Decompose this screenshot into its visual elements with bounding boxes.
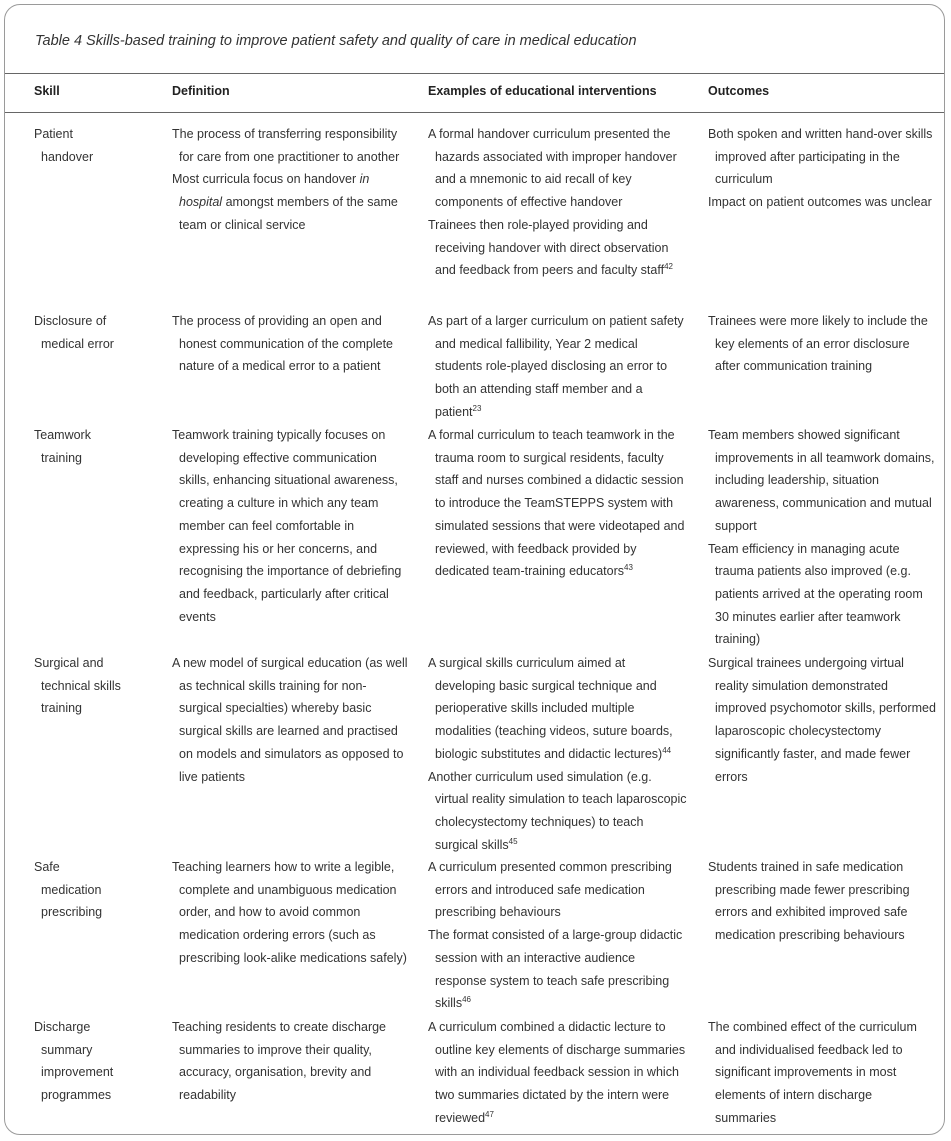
cell-paragraph <box>708 424 936 538</box>
examples-cell <box>428 310 688 424</box>
cell-paragraph <box>428 214 688 282</box>
examples-cell <box>428 856 688 1015</box>
skill-cell: Surgical and technical skills training <box>34 656 121 716</box>
skill-cell: Patient handover <box>34 127 94 164</box>
text-segment: The process of providing an open and honest communication of the complete nature of a medical error to a patient <box>172 314 394 374</box>
cell-paragraph <box>428 856 688 924</box>
cell-paragraph <box>172 856 408 970</box>
text-segment: Trainees were more likely to include the key elements of an error disclosure after communication training <box>708 314 928 374</box>
text-segment: Team members showed significant improvements in all teamwork domains, including leadership, situation awareness, communication and mutual support <box>708 428 935 533</box>
cell-paragraph <box>172 652 408 788</box>
header-skill: Skill <box>34 84 60 98</box>
examples-cell <box>428 424 688 583</box>
text-segment: Teamwork training typically focuses on developing effective communication skills, enhancing situational awareness, creating a culture in which any team member can feel comfortable in expressing his or her concerns, and recognising the importance of debriefing and feedback, particularly after critical events <box>172 428 402 624</box>
cell-paragraph <box>708 310 936 378</box>
outcomes-cell <box>708 652 936 788</box>
cell-paragraph <box>708 856 936 947</box>
header-outcomes: Outcomes <box>708 84 770 98</box>
cell-paragraph <box>428 924 688 1015</box>
reference-superscript: 42 <box>664 262 673 272</box>
cell-paragraph <box>708 123 936 191</box>
text-segment: A formal curriculum to teach teamwork in the trauma room to surgical residents, faculty staff and nurses combined a didactic session to introduce the TeamSTEPPS system with simulated sessions that were videotaped and reviewed, with feedback provided by dedicated team-training educators <box>428 428 685 579</box>
text-segment: A surgical skills curriculum aimed at developing basic surgical technique and perioperative skills included multiple modalities (teaching videos, suture boards, biologic substitutes and didactic lectures) <box>428 656 673 761</box>
text-segment: Team efficiency in managing acute trauma patients also improved (e.g. patients arrived at the operating room 30 minutes earlier after teamwork training) <box>708 541 923 647</box>
definition-cell <box>172 1016 408 1107</box>
cell-paragraph <box>172 310 408 378</box>
text-segment: A curriculum presented common prescribing errors and introduced safe medication prescribing behaviours <box>428 860 672 920</box>
cell-paragraph <box>428 1016 688 1130</box>
skill-cell: Safe medication prescribing <box>34 860 103 920</box>
text-segment: Students trained in safe medication prescribing made fewer prescribing errors and exhibited improved safe medication prescribing behaviours <box>708 860 910 943</box>
text-segment: Both spoken and written hand-over skills improved after participating in the curriculum <box>708 127 933 187</box>
outcomes-cell <box>708 310 936 378</box>
outcomes-cell <box>708 424 936 651</box>
examples-cell <box>428 123 688 282</box>
header-top-rule <box>5 73 944 74</box>
text-segment: amongst members of the same team or clinical service <box>179 195 398 232</box>
definition-cell <box>172 424 408 628</box>
definition-cell <box>172 652 408 788</box>
text-segment: The combined effect of the curriculum and individualised feedback led to significant improvements in most elements of intern discharge summaries <box>708 1020 917 1125</box>
cell-paragraph <box>172 123 408 168</box>
cell-paragraph <box>172 1016 408 1107</box>
definition-cell <box>172 856 408 970</box>
text-segment: Trainees then role-played providing and receiving handover with direct observation and feedback from peers and faculty staff <box>428 217 669 278</box>
text-segment: Teaching residents to create discharge summaries to improve their quality, accuracy, organisation, brevity and readability <box>172 1020 387 1103</box>
definition-cell <box>172 310 408 378</box>
text-segment: Most curricula focus on handover <box>172 172 360 187</box>
reference-superscript: 43 <box>624 563 633 573</box>
text-segment: The format consisted of a large-group didactic session with an interactive audience response system to teach safe prescribing skills <box>428 928 683 1011</box>
reference-superscript: 47 <box>485 1109 494 1119</box>
header-examples: Examples of educational interventions <box>428 84 657 98</box>
table-frame <box>4 4 945 1135</box>
text-segment: Another curriculum used simulation (e.g. virtual reality simulation to teach laparoscopic cholecystectomy techniques) to teach surgical skills <box>428 769 687 852</box>
reference-superscript: 45 <box>508 836 518 846</box>
outcomes-cell <box>708 1016 936 1130</box>
text-segment: As part of a larger curriculum on patient safety and medical fallibility, Year 2 medical students role-played disclosing an error to both an attending staff member and a patient <box>428 314 684 419</box>
text-segment: The process of transferring responsibility for care from one practitioner to another <box>172 127 400 164</box>
cell-paragraph <box>172 168 408 236</box>
text-segment: A formal handover curriculum presented the hazards associated with improper handover and a mnemonic to aid recall of key components of effective handover <box>428 127 677 210</box>
text-segment: Impact on patient outcomes was unclear <box>708 195 932 210</box>
cell-paragraph <box>172 424 408 628</box>
examples-cell <box>428 1016 688 1130</box>
text-segment: A curriculum combined a didactic lecture to outline key elements of discharge summaries with an individual feedback session in which two summaries dictated by the intern were reviewed <box>428 1020 686 1125</box>
reference-superscript: 46 <box>462 995 471 1005</box>
cell-paragraph <box>708 1016 936 1130</box>
skill-cell: Teamwork training <box>34 428 91 465</box>
text-segment: A new model of surgical education (as well as technical skills training for non-surgical specialties) whereby basic surgical skills are learned and practised on models and simulators as opposed to live patients <box>172 656 408 784</box>
header-definition: Definition <box>172 84 230 98</box>
header-bottom-rule <box>5 112 944 113</box>
cell-paragraph <box>708 652 936 788</box>
definition-cell <box>172 123 408 237</box>
text-segment: Surgical trainees undergoing virtual reality simulation demonstrated improved psychomotor skills, performed laparoscopic cholecystectomy significantly faster, and made fewer errors <box>708 656 936 784</box>
skill-cell: Disclosure of medical error <box>34 314 114 351</box>
emphasis-text: in hospital <box>179 172 370 210</box>
reference-superscript: 23 <box>472 403 482 413</box>
outcomes-cell <box>708 123 936 214</box>
table-caption: Table 4 Skills-based training to improve patient safety and quality of care in medical education <box>35 33 637 49</box>
outcomes-cell <box>708 856 936 947</box>
examples-cell <box>428 652 688 856</box>
cell-paragraph <box>428 766 688 857</box>
cell-paragraph <box>428 652 688 766</box>
cell-paragraph <box>428 310 688 424</box>
reference-superscript: 44 <box>662 745 672 755</box>
cell-paragraph <box>428 424 688 583</box>
skill-cell: Discharge summary improvement programmes <box>34 1020 114 1103</box>
cell-paragraph <box>708 538 936 652</box>
text-segment: Teaching learners how to write a legible, complete and unambiguous medication order, and how to avoid common medication ordering errors (such as prescribing look-alike medications safely) <box>172 860 407 965</box>
cell-paragraph <box>428 123 688 214</box>
cell-paragraph <box>708 191 936 214</box>
